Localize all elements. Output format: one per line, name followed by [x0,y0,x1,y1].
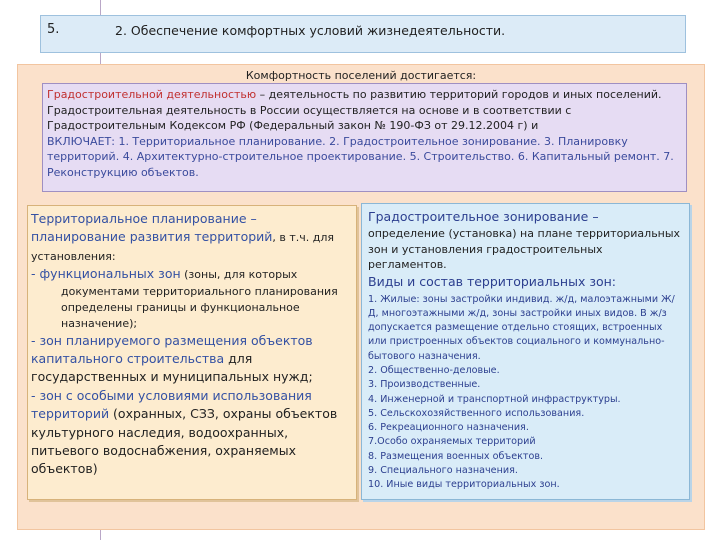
zoning-title: Градостроительное зонирование – [368,209,599,224]
item-functional-zones-sub: документами территориального планирования определены границы и функциональное назначение); [61,284,338,330]
item-capital-construction-tail: для государственных и муниципальных нужд; [31,351,313,385]
definition-text: – деятельность по развитию территорий городов и иных поселений. [256,88,662,101]
includes-text: ВКЛЮЧАЕТ: 1. Территориальное планирование. 2. Градостроительное зонирование. 3. Планировку территорий. 4. Архитектурно-строительное проектирование. 5. Строительство. 6. Капитальный ремонт. 7. Реконструкцию объектов. [47,134,674,179]
zone-item: 10. Иные виды территориальных зон. [368,479,560,491]
zone-item: 4. Инженерной и транспортной инфраструктуры. [368,393,621,405]
territorial-planning-box [27,205,357,500]
definition-term: Градостроительной деятельностью [47,88,257,101]
panel-title: Комфортность поселений достигается: [245,69,477,82]
zone-types-title: Виды и состав территориальных зон: [368,273,617,289]
planning-title: Территориальное планирование – планирование развития территорий [31,211,273,245]
zoning-box [361,203,690,500]
zone-item: 9. Специального назначения. [368,465,518,477]
slide-header [40,15,686,53]
zone-list [368,293,683,493]
slide-number: 5. [47,22,60,37]
planning-title-tail: , в т.ч. для установления: [31,231,335,263]
zoning-definition: определение (установка) на плане территориальных зон и установления градостроительных регламентов. [368,227,681,271]
item-special-zones: - зон с особыми условиями использования территорий [31,387,312,422]
zone-item: 1. Жилые: зоны застройки индивид. ж/д, малоэтажными Ж/Д, многоэтажными ж/д, зоны застройки иных видов. В ж/з допускается размещение отдельно стоящих, встроенных или пристроенных объектов социального и коммунально-бытового назначения. [368,293,675,362]
legal-basis-text: Градостроительная деятельность в России осуществляется на основе и в соответствии с Градостроительным Кодексом РФ (Федеральный закон № 190-ФЗ от 29.12.2004 г) и [47,103,572,133]
zone-item: 8. Размещения военных объектов. [368,450,544,462]
definition-box [42,83,687,192]
item-capital-construction: - зон планируемого размещения объектов капитального строительства [31,332,313,367]
item-functional-zones: - функциональных зон [31,266,181,282]
zone-item: 5. Сельскохозяйственного использования. [368,407,585,419]
slide-title: 2. Обеспечение комфортных условий жизнедеятельности. [115,23,506,38]
item-special-zones-tail: (охранных, СЗЗ, охраны объектов культурного наследия, водоохранных, питьевого водоснабжения, охраняемых объектов) [31,406,338,477]
item-functional-zones-tail: (зоны, для которых [180,268,298,282]
zone-item: 7.Особо охраняемых территорий [368,436,536,448]
zone-item: 3. Производственные. [368,379,481,391]
zone-item: 6. Рекреационного назначения. [368,422,529,434]
zone-item: 2. Общественно-деловые. [368,364,500,376]
